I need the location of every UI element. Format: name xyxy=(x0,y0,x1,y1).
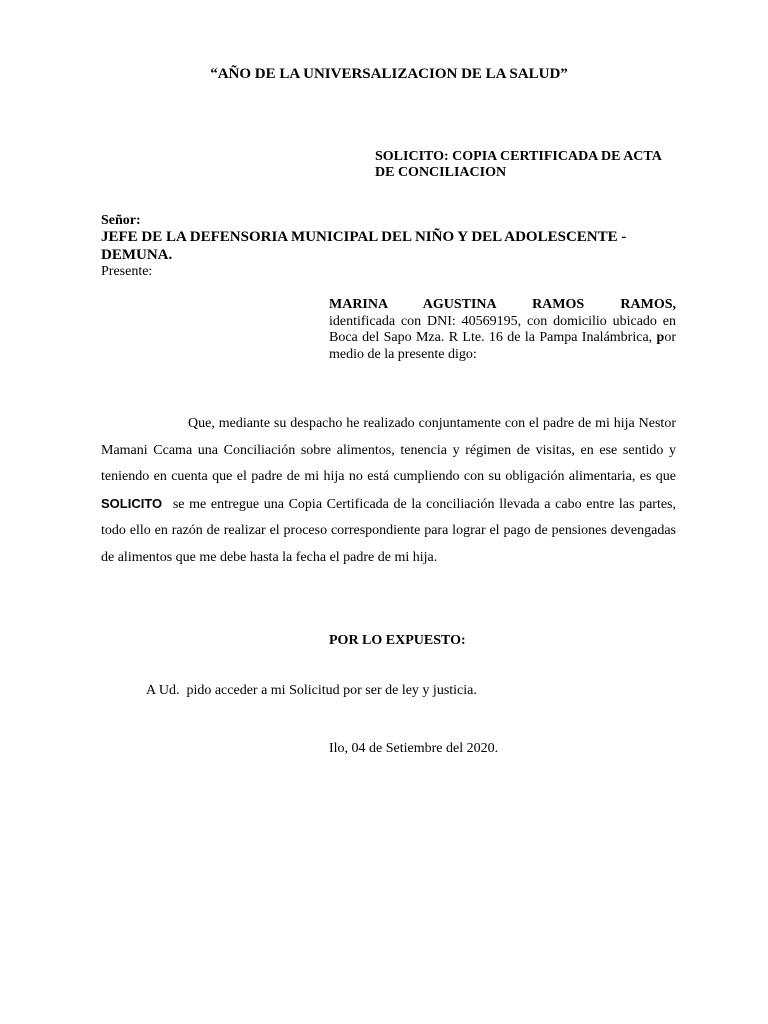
addressee-line-1: JEFE DE LA DEFENSORIA MUNICIPAL DEL NIÑO Y DEL ADOLESCENTE - xyxy=(101,229,627,245)
date-line: Ilo, 04 de Setiembre del 2020. xyxy=(329,741,499,756)
sender-details: identificada con DNI: 40569195, con domicilio ubicado en Boca del Sapo Mza. R Lte. 16 de la Pampa Inalámbrica, xyxy=(329,313,676,345)
body-text-part-1: Que, mediante su despacho he realizado conjuntamente con el padre de mi hija Nestor Mamani Ccama una Conciliación sobre alimentos, tenencia y régimen de visitas, en ese sentido y teniendo en cuenta que el padre de mi hija no está cumpliendo con su obligación alimentaria, es que xyxy=(101,416,676,484)
body-paragraph xyxy=(101,411,676,571)
salutation: Señor: xyxy=(101,213,141,228)
subject-block xyxy=(375,149,705,181)
sender-name: MARINA AGUSTINA RAMOS RAMOS, xyxy=(329,297,676,312)
por-lo-expuesto-heading: POR LO EXPUESTO: xyxy=(329,633,466,648)
addressee-line-2: DEMUNA. xyxy=(101,247,173,263)
year-motto: “AÑO DE LA UNIVERSALIZACION DE LA SALUD” xyxy=(210,66,568,82)
sender-block xyxy=(329,297,676,363)
sender-closing-initial: p xyxy=(656,330,665,345)
request-line: A Ud. pido acceder a mi Solicitud por ser de ley y justicia. xyxy=(146,683,477,698)
solicito-emphasis: SOLICITO xyxy=(101,495,163,511)
subject-line-1: SOLICITO: COPIA CERTIFICADA DE ACTA xyxy=(375,149,662,164)
body-text-part-2: se me entregue una Copia Certificada de la conciliación llevada a cabo entre las partes, todo ello en razón de realizar el proceso correspondiente para lograr el pago de pensiones devengadas de alimentos que me debe hasta la fecha el padre de mi hija. xyxy=(101,496,676,565)
subject-line-2: DE CONCILIACION xyxy=(375,165,507,180)
addressee-block xyxy=(101,228,661,264)
sender-closing: or medio de la presente digo: xyxy=(329,330,677,362)
presente-label: Presente: xyxy=(101,264,153,279)
